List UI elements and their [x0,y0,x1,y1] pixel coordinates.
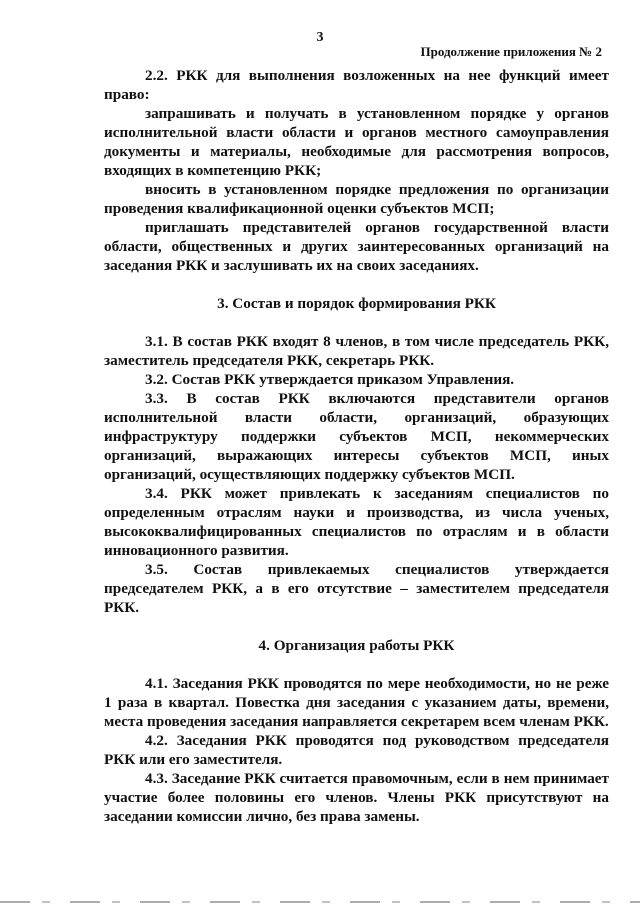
section-3-paragraph: 3.4. РКК может привлекать к заседаниям специалистов по определенным отраслям науки и производства, из числа ученых, высококвалифицированных специалистов по отраслям и в области инновационного развития. [104,485,609,559]
section-4-paragraph: 4.3. Заседание РКК считается правомочным, если в нем принимает участие более половины его членов. Члены РКК присутствуют на заседании комиссии лично, без права замены. [104,770,609,825]
section-2-2-item: вносить в установленном порядке предложения по организации проведения квалификационной оценки субъектов МСП; [104,181,609,217]
section-2-2-intro: 2.2. РКК для выполнения возложенных на нее функций имеет право: [104,67,609,103]
section-4-paragraph: 4.1. Заседания РКК проводятся по мере необходимости, но не реже 1 раза в квартал. Повестка дня заседания с указанием даты, времени, места проведения заседания направляется секретарем всем членам РКК. [104,675,609,730]
document-body [104,66,609,826]
section-2-2-item: приглашать представителей органов государственной власти области, общественных и других заинтересованных организаций на заседания РКК и заслушивать их на своих заседаниях. [104,219,609,274]
section-4-paragraph: 4.2. Заседания РКК проводятся под руководством председателя РКК или его заместителя. [104,732,609,768]
scan-edge-artifact [0,901,640,903]
section-3-paragraph: 3.5. Состав привлекаемых специалистов утверждается председателем РКК, а в его отсутствие – заместителем председателя РКК. [104,561,609,616]
section-3-paragraph: 3.2. Состав РКК утверждается приказом Управления. [145,371,515,388]
section-2-2-item: запрашивать и получать в установленном порядке у органов исполнительной власти области и органов местного самоуправления документы и материалы, необходимые для рассмотрения вопросов, входящих в компетенцию РКК; [104,105,609,179]
section-3-paragraph: 3.3. В состав РКК включаются представители органов исполнительной власти области, организаций, образующих инфраструктуру поддержки субъектов МСП, некоммерческих организаций, выражающих интересы субъектов МСП, иных организаций, осуществляющих поддержку субъектов МСП. [104,390,609,483]
section-3-heading: 3. Состав и порядок формирования РКК [217,295,496,312]
page-number: 3 [316,30,324,45]
section-3-paragraph: 3.1. В состав РКК входят 8 членов, в том числе председатель РКК, заместитель председателя РКК, секретарь РКК. [104,333,609,369]
continuation-note: Продолжение приложения № 2 [420,44,602,59]
section-4-heading: 4. Организация работы РКК [258,637,455,654]
